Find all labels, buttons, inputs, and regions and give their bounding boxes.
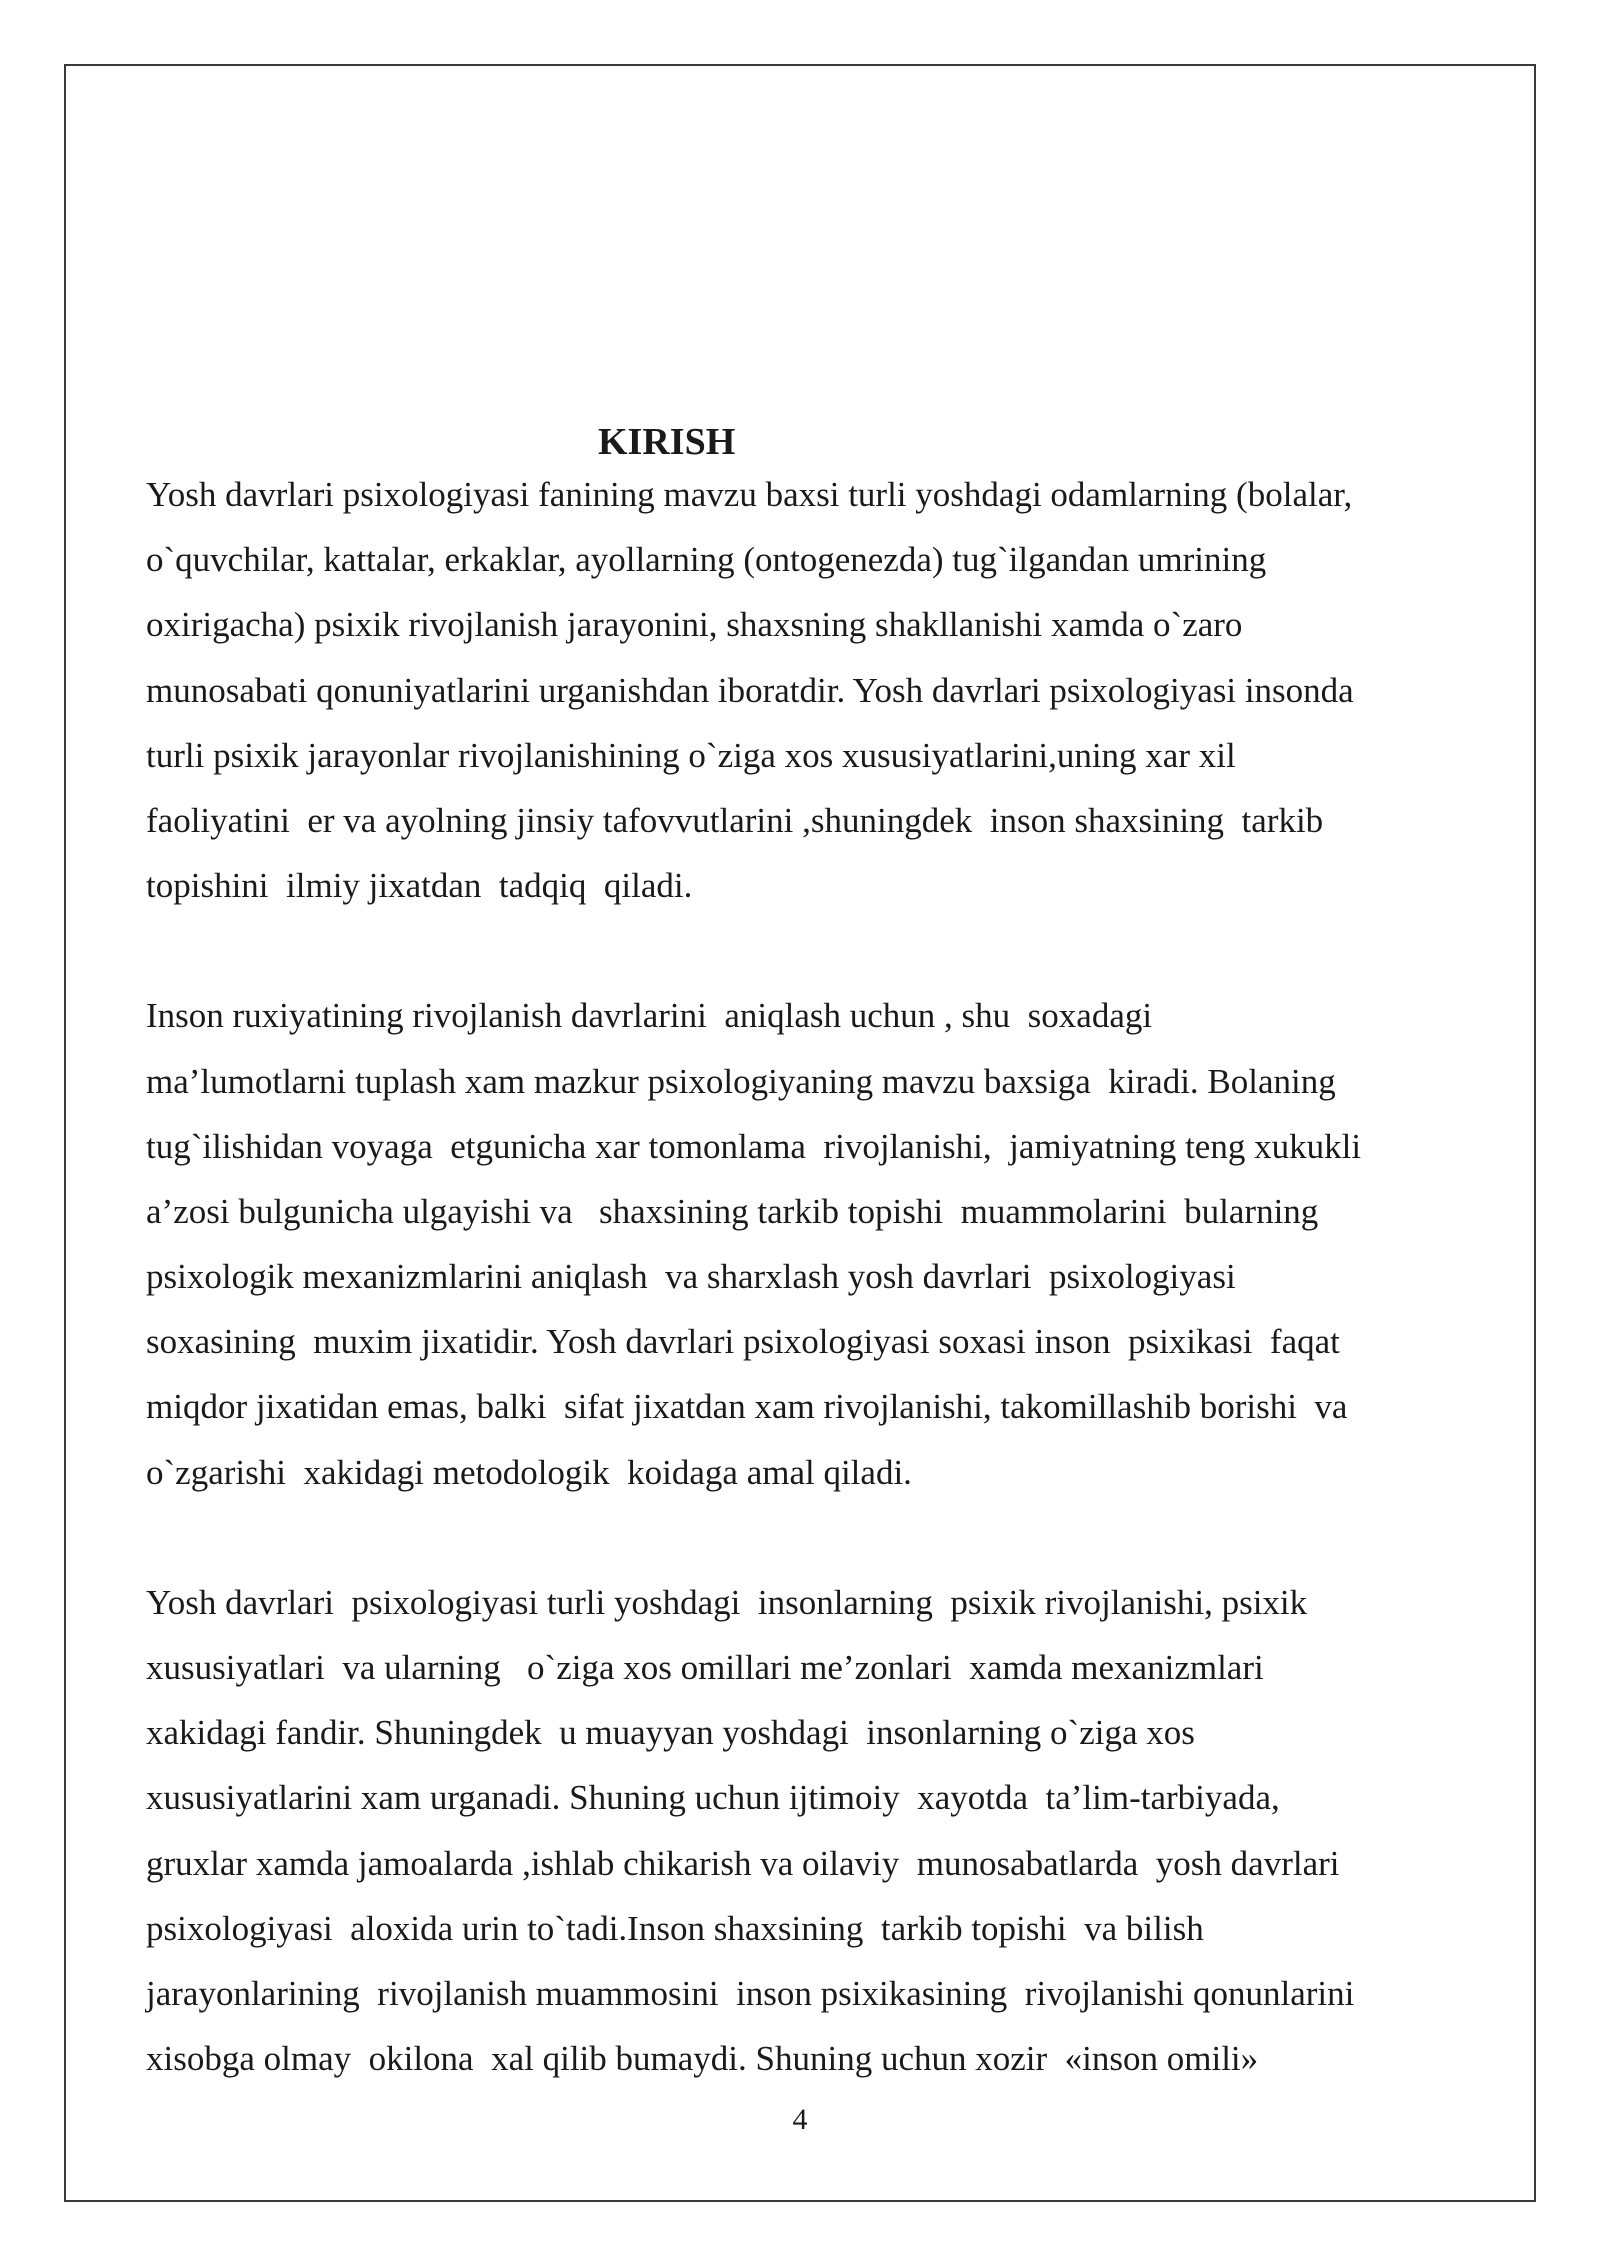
text-line: soxasining muxim jixatidir. Yosh davrlari psixologiyasi soxasi inson psixikasi faqat	[146, 1322, 1340, 1362]
text-line: topishini ilmiy jixatdan tadqiq qiladi.	[146, 866, 693, 906]
paragraph-1	[146, 462, 1476, 918]
text-line: miqdor jixatidan emas, balki sifat jixatdan xam rivojlanishi, takomillashib borishi va	[146, 1387, 1348, 1427]
text-line: Inson ruxiyatining rivojlanish davrlarini aniqlash uchun , shu soxadagi	[146, 996, 1153, 1036]
text-line: o`zgarishi xakidagi metodologik koidaga amal qiladi.	[146, 1452, 912, 1492]
text-line: oxirigacha) psixik rivojlanish jarayonini, shaxsning shakllanishi xamda o`zaro	[146, 605, 1243, 645]
text-line: ma’lumotlarni tuplash xam mazkur psixologiyaning mavzu baxsiga kiradi. Bolaning	[146, 1061, 1336, 1101]
text-line: faoliyatini er va ayolning jinsiy tafovvutlarini ,shuningdek inson shaxsining tarkib	[146, 800, 1324, 840]
text-line: psixologiyasi aloxida urin to`tadi.Inson shaxsining tarkib topishi va bilish	[146, 1908, 1204, 1948]
section-heading: KIRISH	[598, 421, 736, 463]
text-line: xususiyatlari va ularning o`ziga xos omillari me’zonlari xamda mexanizmlari	[146, 1648, 1264, 1687]
text-line: o`quvchilar, kattalar, erkaklar, ayollarning (ontogenezda) tug`ilgandan umrining	[146, 540, 1267, 580]
text-line: xisobga olmay okilona xal qilib bumaydi. Shuning uchun xozir «inson omili»	[146, 2039, 1259, 2079]
paragraph-2	[146, 983, 1476, 1505]
text-line: a’zosi bulgunicha ulgayishi va shaxsining tarkib topishi muammolarini bularning	[146, 1191, 1319, 1231]
text-line: munosabati qonuniyatlarini urganishdan iboratdir. Yosh davrlari psixologiyasi insonda	[146, 670, 1354, 710]
text-line: tug`ilishidan voyaga etgunicha xar tomonlama rivojlanishi, jamiyatning teng xukukli	[146, 1126, 1362, 1166]
text-line: Yosh davrlari psixologiyasi turli yoshdagi insonlarning psixik rivojlanishi, psixik	[146, 1582, 1308, 1622]
text-line: psixologik mexanizmlarini aniqlash va sharxlash yosh davrlari psixologiyasi	[146, 1257, 1236, 1297]
text-line: turli psixik jarayonlar rivojlanishining o`ziga xos xususiyatlarini,uning xar xil	[146, 735, 1236, 775]
text-line: xakidagi fandir. Shuningdek u muayyan yoshdagi insonlarning o`ziga xos	[146, 1713, 1195, 1753]
text-line: gruxlar xamda jamoalarda ,ishlab chikarish va oilaviy munosabatlarda yosh davrlari	[146, 1843, 1340, 1883]
page-number: 4	[792, 2103, 808, 2136]
body-text	[146, 462, 1476, 2156]
text-line: xususiyatlarini xam urganadi. Shuning uchun ijtimoiy xayotda ta’lim-tarbiyada,	[146, 1778, 1280, 1818]
paragraph-3	[146, 1570, 1476, 2092]
text-line: jarayonlarining rivojlanish muammosini inson psixikasining rivojlanishi qonunlarini	[146, 1973, 1355, 2013]
text-line: Yosh davrlari psixologiyasi fanining mavzu baxsi turli yoshdagi odamlarning (bolalar,	[146, 475, 1353, 514]
